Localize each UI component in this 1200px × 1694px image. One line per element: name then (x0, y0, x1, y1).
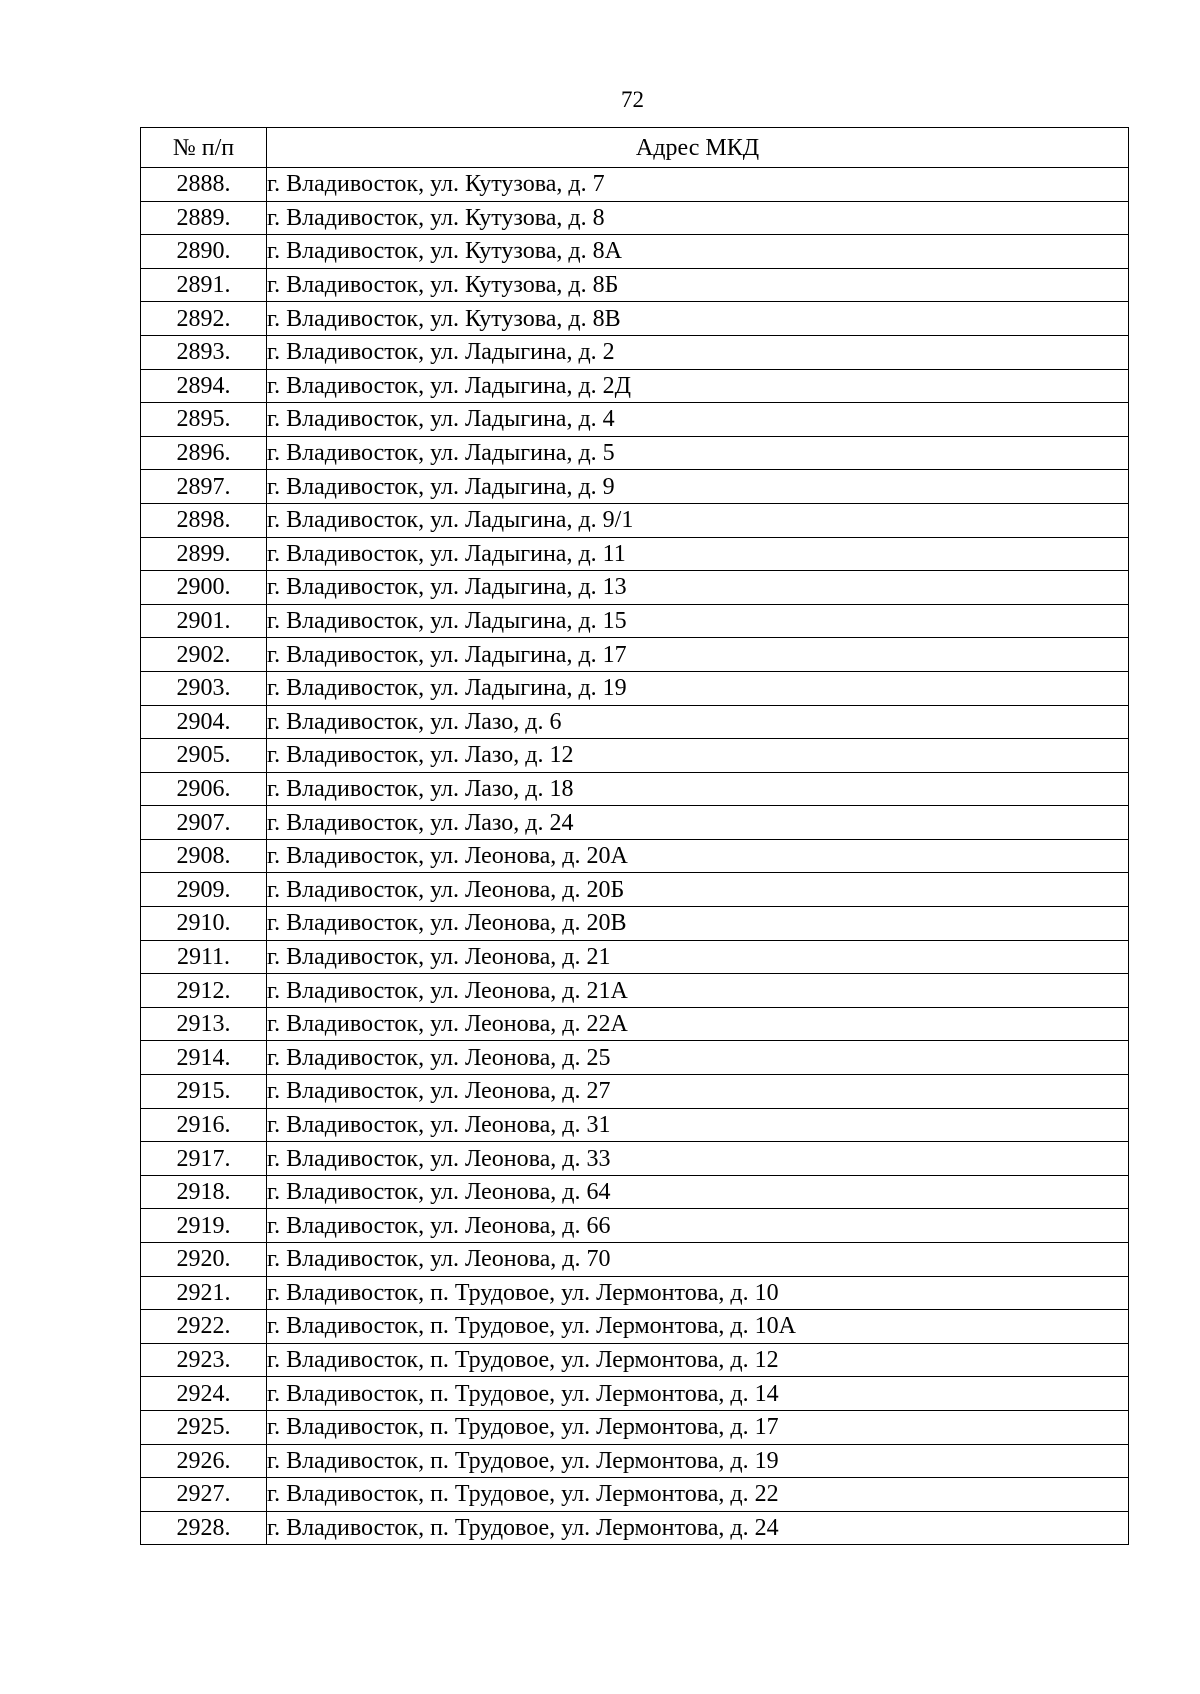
address-table (140, 127, 1129, 1545)
row-address: г. Владивосток, п. Трудовое, ул. Лермонтова, д. 10 (267, 1276, 1129, 1310)
row-address: г. Владивосток, ул. Ладыгина, д. 5 (267, 436, 1129, 470)
row-number: 2894. (141, 369, 267, 403)
table-row (141, 1007, 1129, 1041)
row-address: г. Владивосток, ул. Ладыгина, д. 4 (267, 403, 1129, 437)
row-address: г. Владивосток, п. Трудовое, ул. Лермонтова, д. 19 (267, 1444, 1129, 1478)
row-number: 2891. (141, 268, 267, 302)
row-address: г. Владивосток, ул. Кутузова, д. 8В (267, 302, 1129, 336)
row-address: г. Владивосток, ул. Леонова, д. 20В (267, 907, 1129, 941)
table-row (141, 1377, 1129, 1411)
row-address: г. Владивосток, п. Трудовое, ул. Лермонтова, д. 14 (267, 1377, 1129, 1411)
row-address: г. Владивосток, ул. Кутузова, д. 8А (267, 235, 1129, 269)
row-number: 2926. (141, 1444, 267, 1478)
table-row (141, 1444, 1129, 1478)
row-number: 2909. (141, 873, 267, 907)
row-number: 2904. (141, 705, 267, 739)
row-address: г. Владивосток, ул. Ладыгина, д. 15 (267, 604, 1129, 638)
table-row (141, 1075, 1129, 1109)
row-address: г. Владивосток, п. Трудовое, ул. Лермонтова, д. 12 (267, 1343, 1129, 1377)
table-row (141, 1511, 1129, 1545)
row-address: г. Владивосток, ул. Ладыгина, д. 9/1 (267, 503, 1129, 537)
table-row (141, 1041, 1129, 1075)
row-number: 2919. (141, 1209, 267, 1243)
table-row (141, 705, 1129, 739)
page-number: 72 (621, 87, 644, 112)
table-row (141, 1343, 1129, 1377)
row-number: 2928. (141, 1511, 267, 1545)
row-number: 2927. (141, 1478, 267, 1512)
table-row (141, 436, 1129, 470)
row-address: г. Владивосток, ул. Лазо, д. 24 (267, 806, 1129, 840)
row-address: г. Владивосток, ул. Ладыгина, д. 17 (267, 638, 1129, 672)
table-row (141, 1478, 1129, 1512)
table-row (141, 403, 1129, 437)
row-number: 2898. (141, 503, 267, 537)
row-address: г. Владивосток, ул. Леонова, д. 31 (267, 1108, 1129, 1142)
table-row (141, 671, 1129, 705)
row-number: 2921. (141, 1276, 267, 1310)
table-body (141, 168, 1129, 1545)
row-number: 2900. (141, 571, 267, 605)
table-row (141, 201, 1129, 235)
table-row (141, 739, 1129, 773)
row-address: г. Владивосток, п. Трудовое, ул. Лермонтова, д. 22 (267, 1478, 1129, 1512)
table-row (141, 1310, 1129, 1344)
row-number: 2922. (141, 1310, 267, 1344)
header-address: Адрес МКД (267, 128, 1129, 168)
row-number: 2923. (141, 1343, 267, 1377)
table-row (141, 839, 1129, 873)
table-row (141, 537, 1129, 571)
row-address: г. Владивосток, ул. Ладыгина, д. 2 (267, 335, 1129, 369)
row-number: 2924. (141, 1377, 267, 1411)
table-row (141, 940, 1129, 974)
table-row (141, 1142, 1129, 1176)
table-row (141, 335, 1129, 369)
table-row (141, 772, 1129, 806)
row-address: г. Владивосток, ул. Леонова, д. 33 (267, 1142, 1129, 1176)
table-row (141, 1175, 1129, 1209)
table-row (141, 873, 1129, 907)
row-number: 2907. (141, 806, 267, 840)
row-address: г. Владивосток, ул. Леонова, д. 22А (267, 1007, 1129, 1041)
row-number: 2908. (141, 839, 267, 873)
row-number: 2889. (141, 201, 267, 235)
row-address: г. Владивосток, ул. Ладыгина, д. 2Д (267, 369, 1129, 403)
row-address: г. Владивосток, п. Трудовое, ул. Лермонтова, д. 10А (267, 1310, 1129, 1344)
row-number: 2916. (141, 1108, 267, 1142)
row-number: 2915. (141, 1075, 267, 1109)
header-row (141, 128, 1129, 168)
table-row (141, 302, 1129, 336)
row-address: г. Владивосток, ул. Леонова, д. 27 (267, 1075, 1129, 1109)
row-address: г. Владивосток, ул. Ладыгина, д. 19 (267, 671, 1129, 705)
row-address: г. Владивосток, п. Трудовое, ул. Лермонтова, д. 24 (267, 1511, 1129, 1545)
header-number: № п/п (141, 128, 267, 168)
row-number: 2890. (141, 235, 267, 269)
row-number: 2888. (141, 168, 267, 202)
row-address: г. Владивосток, ул. Леонова, д. 25 (267, 1041, 1129, 1075)
table-header (141, 128, 1129, 168)
table-row (141, 1276, 1129, 1310)
row-address: г. Владивосток, ул. Леонова, д. 64 (267, 1175, 1129, 1209)
table-row (141, 604, 1129, 638)
row-number: 2914. (141, 1041, 267, 1075)
row-number: 2905. (141, 739, 267, 773)
row-address: г. Владивосток, ул. Ладыгина, д. 13 (267, 571, 1129, 605)
table-row (141, 806, 1129, 840)
row-number: 2899. (141, 537, 267, 571)
row-number: 2911. (141, 940, 267, 974)
table-row (141, 369, 1129, 403)
table-row (141, 168, 1129, 202)
row-number: 2906. (141, 772, 267, 806)
row-number: 2917. (141, 1142, 267, 1176)
row-number: 2912. (141, 974, 267, 1008)
row-number: 2893. (141, 335, 267, 369)
row-number: 2897. (141, 470, 267, 504)
row-address: г. Владивосток, ул. Ладыгина, д. 11 (267, 537, 1129, 571)
table-row (141, 571, 1129, 605)
row-address: г. Владивосток, ул. Кутузова, д. 7 (267, 168, 1129, 202)
table-row (141, 503, 1129, 537)
row-address: г. Владивосток, ул. Лазо, д. 6 (267, 705, 1129, 739)
row-address: г. Владивосток, ул. Леонова, д. 20А (267, 839, 1129, 873)
row-address: г. Владивосток, ул. Леонова, д. 21А (267, 974, 1129, 1008)
row-number: 2901. (141, 604, 267, 638)
row-number: 2918. (141, 1175, 267, 1209)
row-number: 2895. (141, 403, 267, 437)
row-number: 2925. (141, 1410, 267, 1444)
row-address: г. Владивосток, ул. Леонова, д. 21 (267, 940, 1129, 974)
table-row (141, 1209, 1129, 1243)
row-address: г. Владивосток, ул. Кутузова, д. 8Б (267, 268, 1129, 302)
row-number: 2920. (141, 1243, 267, 1277)
row-number: 2902. (141, 638, 267, 672)
row-address: г. Владивосток, ул. Лазо, д. 18 (267, 772, 1129, 806)
row-number: 2903. (141, 671, 267, 705)
row-number: 2910. (141, 907, 267, 941)
row-number: 2892. (141, 302, 267, 336)
row-number: 2896. (141, 436, 267, 470)
row-address: г. Владивосток, ул. Леонова, д. 70 (267, 1243, 1129, 1277)
table-row (141, 470, 1129, 504)
table-row (141, 638, 1129, 672)
row-address: г. Владивосток, п. Трудовое, ул. Лермонтова, д. 17 (267, 1410, 1129, 1444)
row-address: г. Владивосток, ул. Лазо, д. 12 (267, 739, 1129, 773)
row-address: г. Владивосток, ул. Леонова, д. 66 (267, 1209, 1129, 1243)
row-address: г. Владивосток, ул. Ладыгина, д. 9 (267, 470, 1129, 504)
row-address: г. Владивосток, ул. Кутузова, д. 8 (267, 201, 1129, 235)
table-row (141, 1108, 1129, 1142)
row-address: г. Владивосток, ул. Леонова, д. 20Б (267, 873, 1129, 907)
row-number: 2913. (141, 1007, 267, 1041)
table-row (141, 235, 1129, 269)
table-row (141, 1410, 1129, 1444)
table-row (141, 907, 1129, 941)
table-row (141, 1243, 1129, 1277)
table-row (141, 974, 1129, 1008)
table-row (141, 268, 1129, 302)
